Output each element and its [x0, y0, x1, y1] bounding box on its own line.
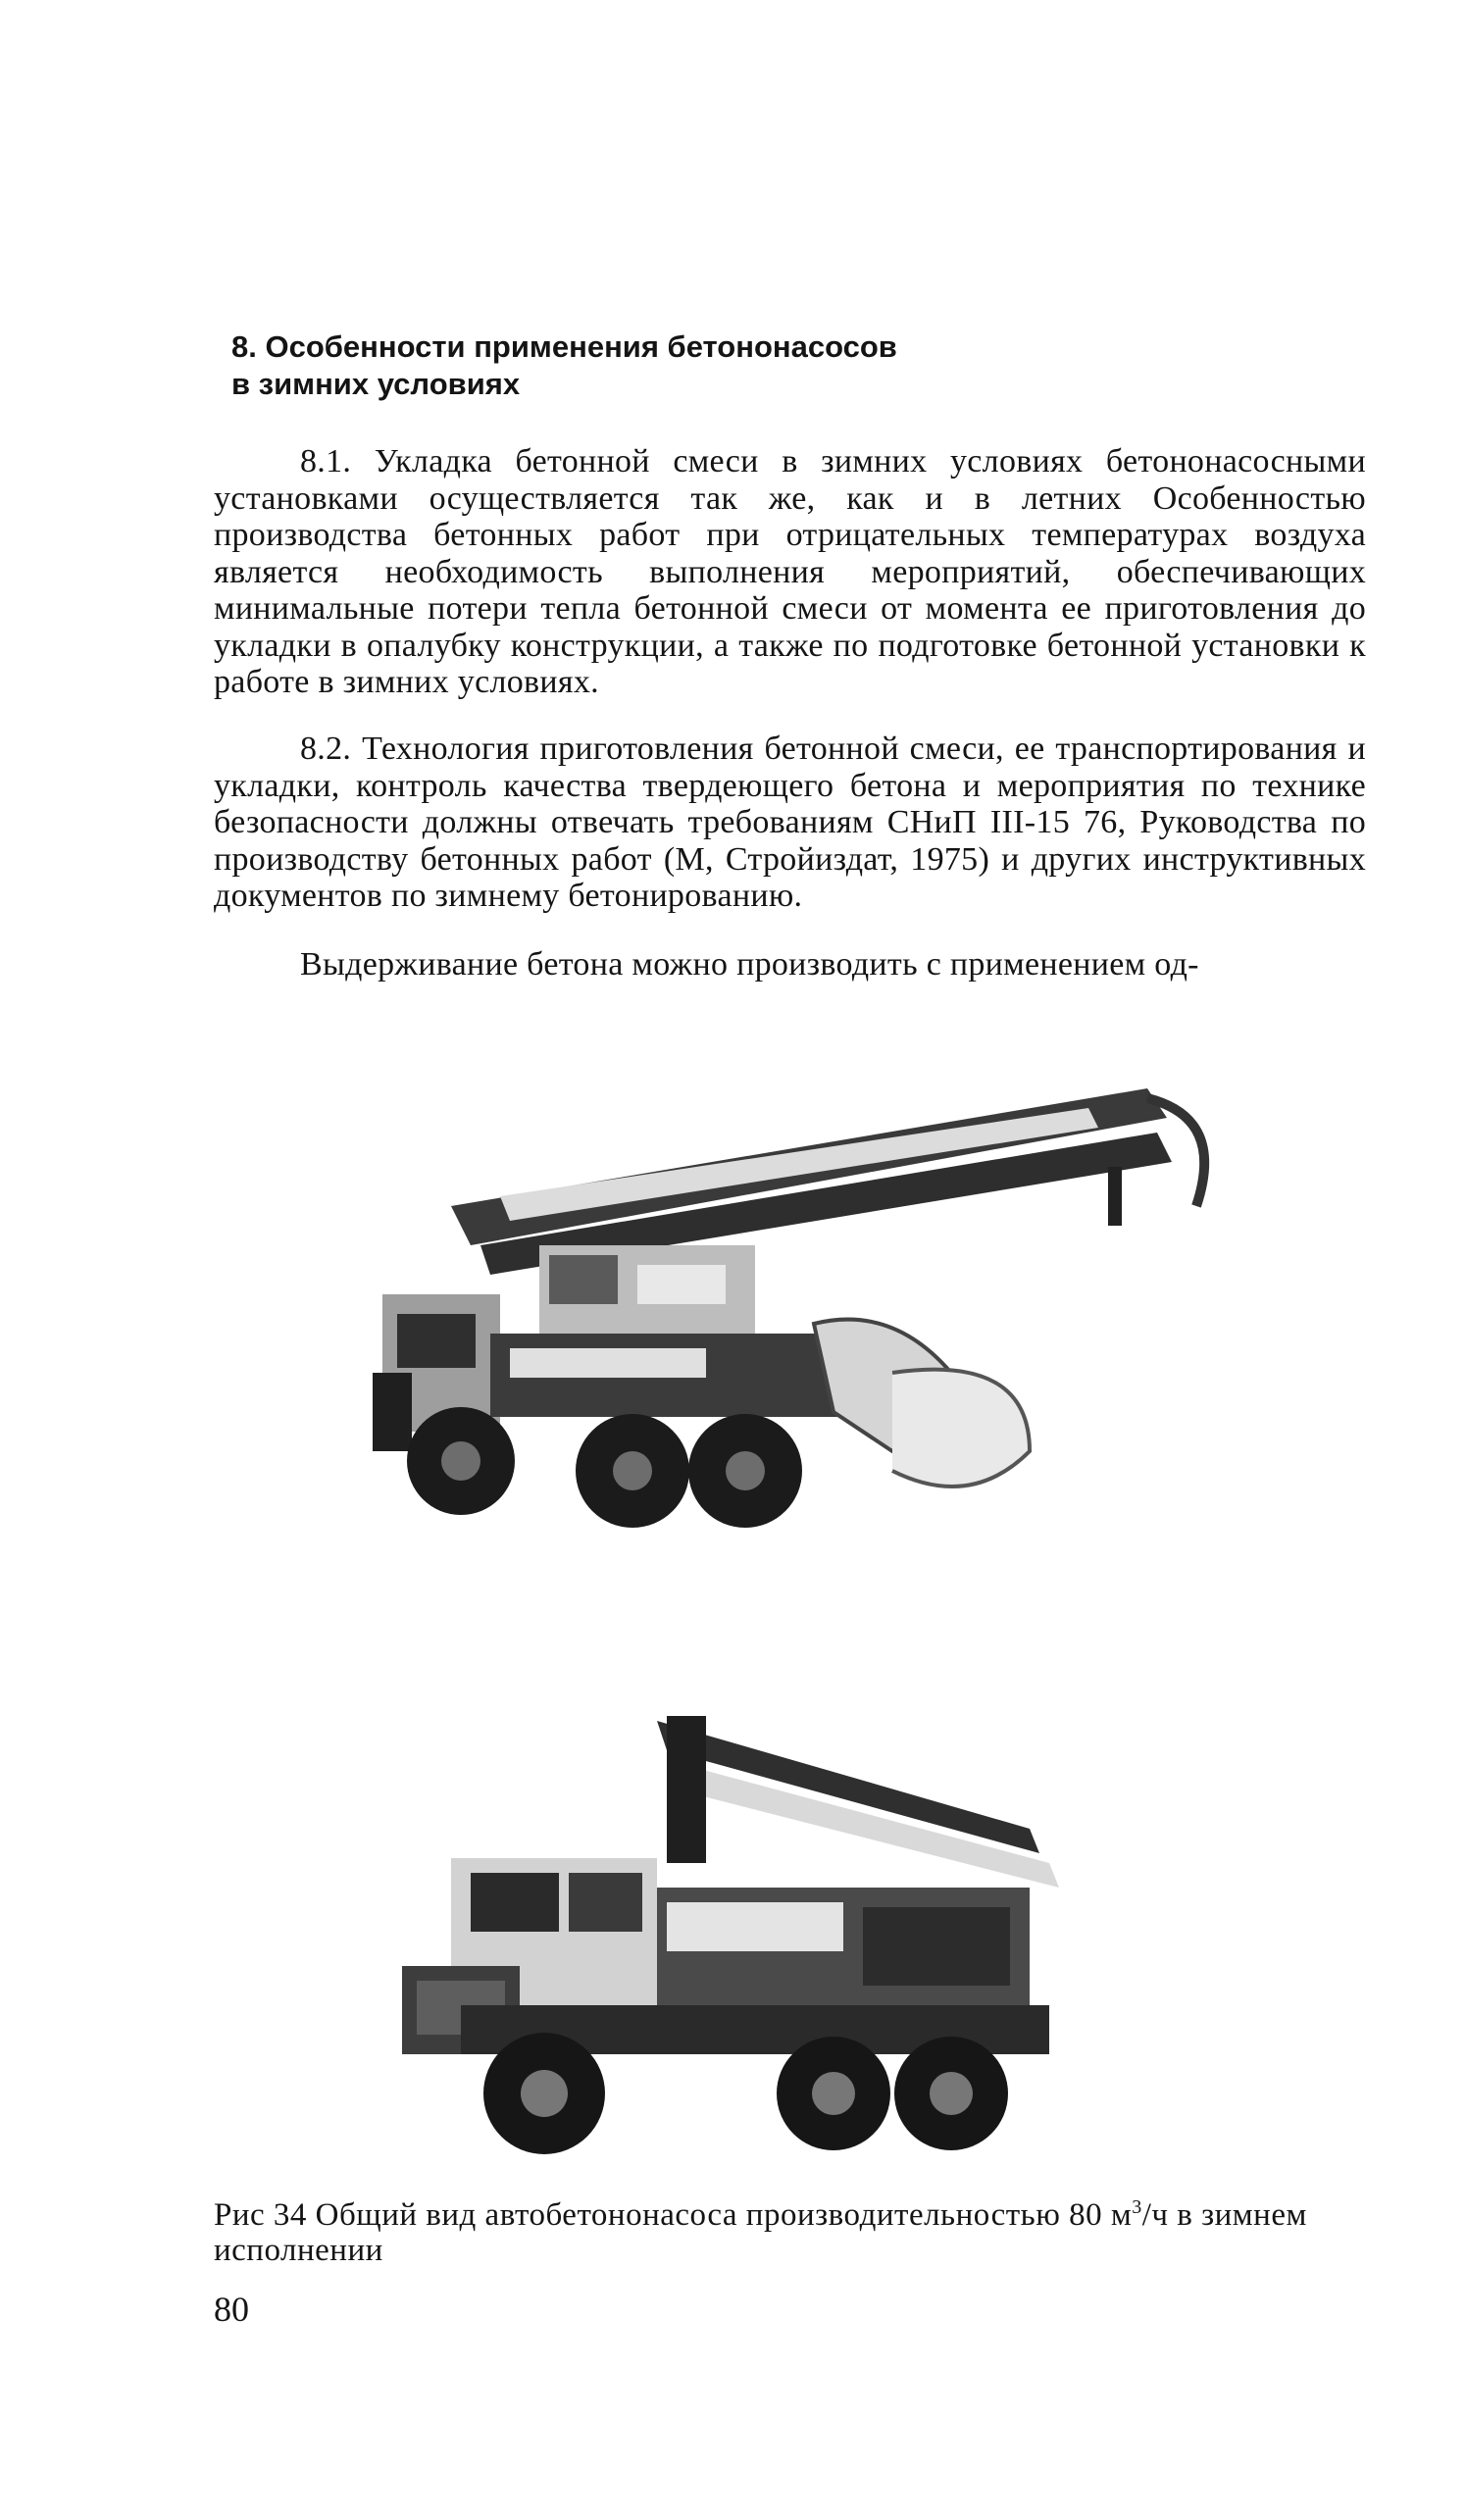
caption-superscript: 3 — [1132, 2196, 1142, 2218]
figure-caption — [214, 2190, 1366, 2268]
figure-truck-boom-folded — [343, 1682, 1265, 2226]
caption-text-end: /ч в зимнем исполнении — [214, 2197, 1307, 2268]
paragraph-text: Выдерживание бетона можно производить с применением од- — [300, 946, 1199, 983]
section-heading — [231, 328, 1114, 403]
page-number: 80 — [214, 2290, 249, 2329]
heading-line-1: 8. Особенности применения бетононасосов — [231, 329, 897, 364]
paragraph-text: 8.1. Укладка бетонной смеси в зимних условиях бетононасосными установками осуществляется так же, как и в летних Особенностью производства бетонных работ при отрицательных температурах воздуха является необходимость выполнения мероприятий, обеспечивающих минимальные потери тепла бетонной смеси от момента ее приготовления до укладки в опалубку конструкции, а также по подготовке бетонной установки к работе в зимних условиях. — [214, 443, 1366, 700]
paragraph-text: 8.2. Технология приготовления бетонной смеси, ее транспортирования и укладки, контроль качества твердеющего бетона и мероприятия по технике безопасности должны отвечать требованиям СНиП III-15 76, Руководства по производству бетонных работ (М, Стройиздат, 1975) и других инструктивных документов по зимнему бетонированию. — [214, 731, 1366, 914]
truck-photo-bottom — [402, 1716, 1059, 2154]
caption-text-start: Рис 34 Общий вид автобетононасоса производительностью 80 м — [214, 2197, 1133, 2233]
paragraph-8-2 — [214, 731, 1366, 921]
paragraph-continuation — [214, 946, 1366, 989]
heading-line-2: в зимних условиях — [231, 367, 521, 401]
figure-truck-boom-raised — [343, 1079, 1265, 1588]
truck-photo-top — [373, 1088, 1204, 1528]
paragraph-8-1 — [214, 443, 1366, 707]
